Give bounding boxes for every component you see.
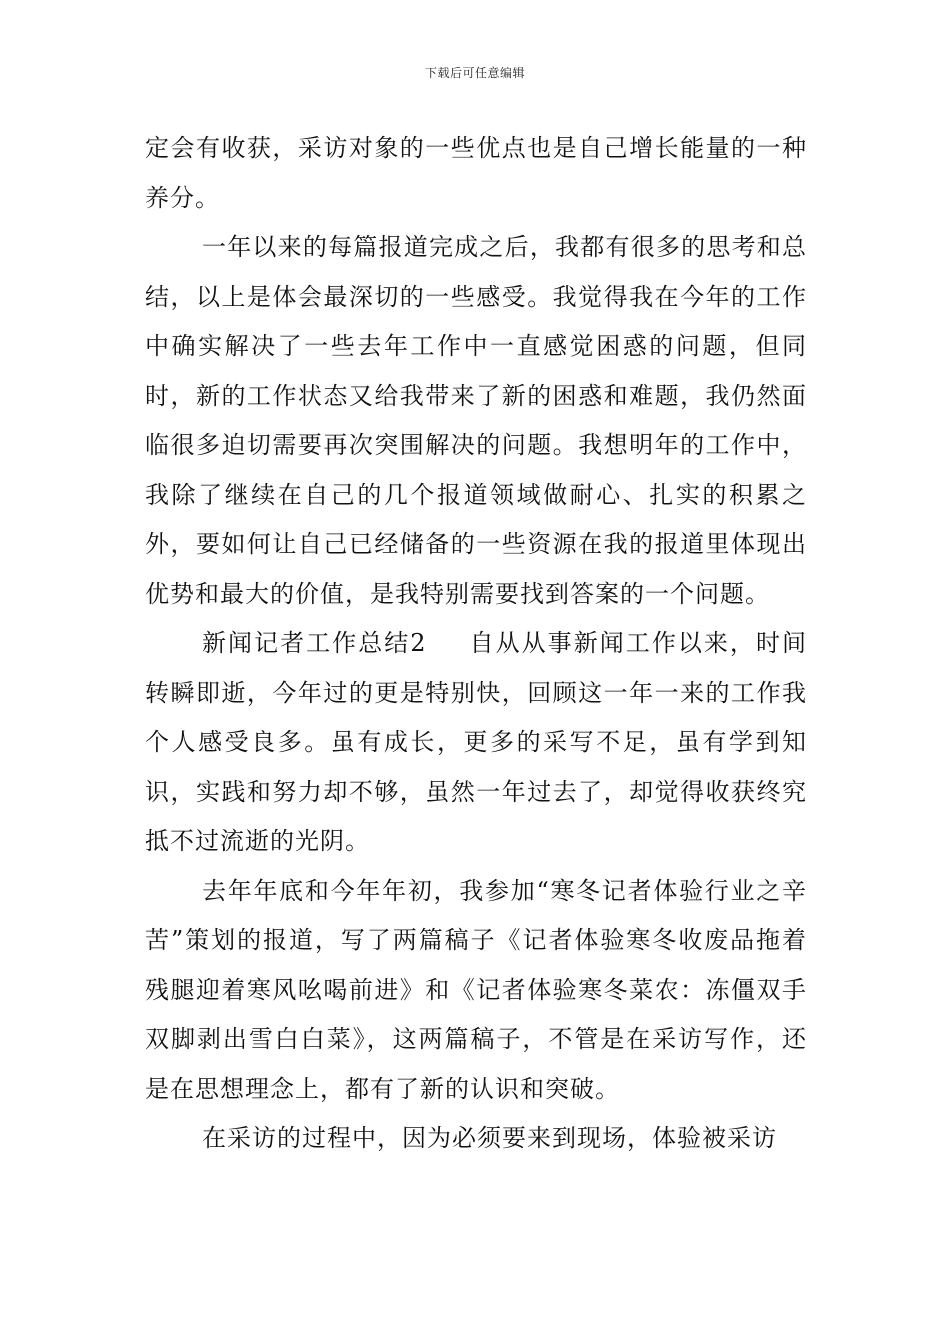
paragraph-interview-process: 在采访的过程中，因为必须要来到现场，体验被采访 [202,1124,777,1152]
paragraph-annual-reflection: 一年以来的每篇报道完成之后，我都有很多的思考和总结，以上是体会最深切的一些感受。我觉得我在今年的工作中确实解决了一些去年工作中一直感觉困惑的问题，但同时，新的工作状态又给我带来了新的困惑和难题，我仍然面临很多迫切需要再次突围解决的问题。我想明年的工作中，我除了继续在自己的几个报道领域做耐心、扎实的积累之外，要如何让自己已经储备的一些资源在我的报道里体现出优势和最大的价值，是我特别需要找到答案的一个问题。 [145,233,807,608]
paragraph-continuation: 定会有收获，采访对象的一些优点也是自己增长能量的一种养分。 [145,134,807,212]
paragraph-section-2-intro [145,619,807,867]
section-heading: 新闻记者工作总结2 [202,629,427,657]
document-body [145,124,807,1164]
paragraph-winter-reports: 去年年底和今年年初，我参加“寒冬记者体验行业之辛苦”策划的报道，写了两篇稿子《记者体验寒冬收废品拖着残腿迎着寒风吆喝前进》和《记者体验寒冬菜农：冻僵双手双脚剥出雪白白菜》，这两篇稿子，不管是在采访写作，还是在思想理念上，都有了新的认识和突破。 [145,876,807,1103]
page-header: 下载后可任意编辑 [424,66,525,80]
section-2-intro-text: 自从从事新闻工作以来，时间转瞬即逝，今年过的更是特别快，回顾这一年一来的工作我个人感受良多。虽有成长，更多的采写不足，虽有学到知识，实践和努力却不够，虽然一年过去了，却觉得收获终究抵不过流逝的光阴。 [145,629,807,855]
